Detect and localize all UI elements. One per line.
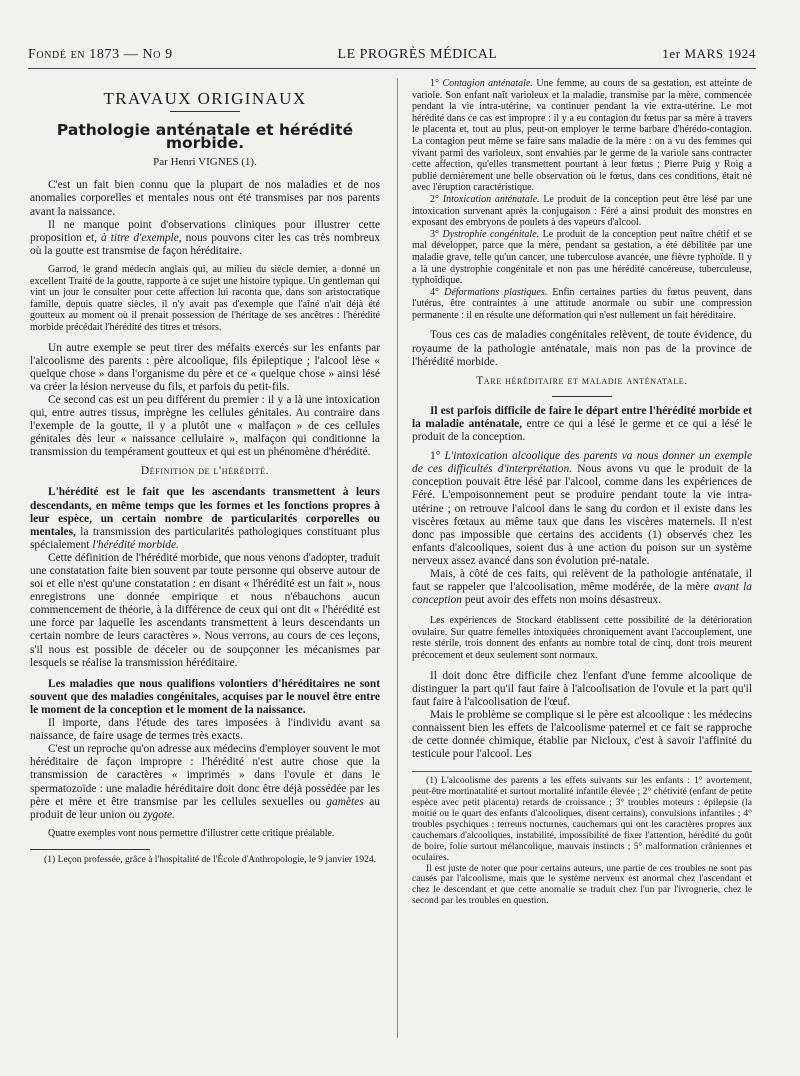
text-run: peut avoir des effets non moins désastreux. [461,594,662,607]
subsection-title: Tare héréditaire et maladie anténatale. [476,374,688,387]
text-run: Il ne manque point d'observations cliniques pour illustrer cette proposition et, [30,218,380,244]
case-intoxication [412,194,752,229]
paragraph: Cette définition de l'hérédité morbide, que nous venons d'adopter, traduit une constatation faite bien souvent par toute personne qui observe autour de soi et elle n'est qu'une constatation : en disant « l'hérédité est un fait », nous enregistrons une donnée empirique et nous n'ébauchons aucun commencement de théorie, à la différence de ceux qui ont dit « l'hérédité est une force par laquelle les ascendants transmettent à leurs descendants un certain nombre de leurs caractères ». Nous verrons, au cours de ces leçons, s'il nous est possible de déceler ou de soupçonner les mécanismes par lesquels se réalise la transmission héréditaire. [30,551,380,669]
text-run: 4° [430,286,445,298]
paragraph [30,743,380,822]
column-divider [397,78,398,1038]
article-title: Pathologie anténatale et hérédité morbide. [56,121,354,153]
right-column [412,78,752,907]
text-run: C'est un reproche qu'on adresse aux médecins d'employer souvent le mot héréditaire de façon impropre : l'hérédité n'est autre chose que la transmission de caractères « imprimés » dans l'ovule et dans le spermatozoïde : une maladie héréditaire doit donc être déjà possédée par les père et mère et être transmise par les cellules sexuelles ou [30,743,380,808]
paragraph: Il importe, dans l'étude des tares imposées à l'individu avant sa naissance, de faire usage de termes très exacts. [30,717,380,743]
header-rule [28,68,756,69]
paragraph: Ce second cas est un peu différent du premier : il y a là une intoxication qui, entre autres tissus, imprègne les cellules génitales. Au contraire dans l'exemple de la goutte, il y a plutôt une « malfaçon » de ces cellules génitales dès leur « naissance cellulaire », malfaçon qui conditionne la transmission du tempérament goutteux et qui est un phénomène d'hérédité. [30,393,380,459]
paragraph: Un autre exemple se peut tirer des méfaits exercés sur les enfants par l'alcoolisme des parents : père alcoolique, fils épileptique ; l'alcool lèse « quelque chose » dans l'organisme du père et ce « quelque chose » ainsi lésé va créer la lésion nerveuse du fils, et parfois du petit-fils. [30,341,380,393]
text-run: Mais, à côté de ces faits, qui relèvent de la pathologie anténatale, il faut se rappeler que l'alcoolisation, même modérée, de la mère [412,567,752,594]
paragraph: Quatre exemples vont nous permettre d'illustrer cette critique préalable. [48,827,335,839]
text-run: au produit de leur union ou [30,795,380,821]
paragraph [412,405,752,444]
text-run: , nous pouvons citer les cas très nombreux où la goutte est transmise de façon héréditaire. [30,231,381,257]
italic-run: Dystrophie congénitale. [442,228,540,240]
bold-run: L'hérédité est le fait que les ascendants transmettent à leurs descendants, en même temps que les formes et les fonctions propres à leur espèce, un certain nombre de particularités corporelles ou mentales, [30,486,380,538]
footnote-block [412,771,752,907]
italic-run: avant la conception [412,581,752,607]
experiment-paragraph: Les expériences de Stockard établissent cette possibilité de la détérioration ovulaire. Sur quatre femelles intoxiquées chroniquement avant l'accouplement, une reste stérile, trois donnent des enfants au nombre total de cinq, dont trois meurent précocement et deux seulement sont normaux. [412,615,752,662]
text-run: Enfin certaines parties du fœtus peuvent, dans l'utérus, être contraintes à une attitude anormale ou subir une compression permanente : il en résulte une déformation qui n'est nullement un fait héréditaire. [412,286,752,321]
header-founded: Fondé en 1873 — No 9 [28,47,173,62]
subsection-rule [552,396,612,397]
header-journal-title: LE PROGRÈS MÉDICAL [337,47,498,62]
left-column [30,78,380,866]
bold-paragraph: Les maladies que nous qualifions volontiers d'héréditaires ne sont souvent que des maladies congénitales, acquises par le nouvel être entre le moment de la conception et le moment de la naissance. [30,677,380,716]
italic-run: l'hérédité morbide. [92,538,179,551]
bold-run: Il est parfois difficile de faire le départ entre l'hérédité morbide et la maladie anténatale, [412,404,752,430]
italic-run: gamètes [326,795,364,808]
case-contagion [412,78,752,194]
text-run: Le produit de la conception peut naître chétif et se mal développer, parce que la mère, pendant sa gestation, a été débilitée par une maladie grave, telle qu'un cancer, une tuberculose avancée, une fièvre typhoïde. Il y a là une dystrophie congénitale et non pas une hérédité cancéreuse, tuberculeuse, typhoïdique. [412,228,753,287]
text-run: entre ce qui a lésé le germe et ce qui a lésé le produit de la conception. [412,417,752,444]
paragraph: C'est un fait bien connu que la plupart de nos maladies et de nos anomalies corporelles et mentales nous ont été transmises par nos parents avant la naissance. [30,179,380,218]
paragraph [30,219,380,258]
italic-run: zygote. [142,808,175,821]
paragraph: Mais le problème se complique si le père est alcoolique : les médecins connaissent bien les effets de l'alcoolisme paternel et ce fait se rapproche de cette donnée chimique, établie par Nicloux, c'est à savoir l'affinité du testicule pour l'alcool. Les [412,708,752,761]
section-rule [170,111,240,112]
case-dystrophie [412,229,752,287]
text-run: Nous avons vu que le produit de la conception pouvait être lésé par l'alcool, comme dans les expériences de Féré. L'empoisonnement peut se produire pendant toute la vie intra-utérine ; on retrouve l'alcool dans le sang du cordon et il existe dans les viscères fœtaux au même taux que dans les viscères maternels. Il n'est donc pas impossible que certains des accidents (1) observés chez les enfants d'alcooliques, soient dus à une action du poison sur un système nerveux assez avancé dans son évolution pré-natale. [412,463,752,567]
anecdote-paragraph: Garrod, le grand médecin anglais qui, au milieu du siècle dernier, a donné un excellent Traité de la goutte, rapporte à ce sujet une histoire typique. Un gentleman qui vint un jour le consulter pour cette affection lui raconta que, dans son aristocratique famille, depuis quatre siècles, il n'y avait pas d'exemple que l'aîné n'ait déjà été goutteux au moment où il prenait possession de l'héritage de ses ancêtres : l'hérédité morbide précédait l'hérédité des titres et trésors. [30,263,380,333]
case-deformations [412,287,752,322]
text-run: 3° [430,228,443,240]
text-run: la transmission des particularités pathologiques constituant plus spécialement [30,525,380,551]
italic-run: à titre d'exemple [101,231,179,244]
italic-run: Déformations plastiques. [444,286,548,298]
italic-run: L'intoxication alcoolique des parents va nous donner un exemple de ces difficultés d'interprétation. [412,450,752,476]
subsection-title: Définition de l'hérédité. [140,465,270,478]
paragraph [30,486,380,551]
header-date: 1er MARS 1924 [662,46,756,61]
text-run: 2° [430,193,443,205]
italic-run: Contagion anténatale. [442,78,533,89]
text-run: 1° [430,450,445,463]
text-run: Le produit de la conception peut être lésé par une intoxication survenant après la conjugaison : Féré a ainsi produit des monstres en exposant des embryons de poulets à des vapeurs d'alcool. [412,193,753,229]
footnote-rule [30,849,150,850]
italic-run: Intoxication anténatale. [442,193,540,205]
footnote-continuation: Il est juste de noter que pour certains auteurs, une partie de ces troubles ne sont pas causés par l'alcoolisme, mais que le système nerveux est anormal chez l'ascendant et chez le descendant et que cette anomalie se traduit chez l'un par l'ivrognerie, chez le second par les troubles en question. [412,862,752,907]
paragraph: Il doit donc être difficile chez l'enfant d'une femme alcoolique de distinguer la part qu'il faut faire à l'alcoolisation de l'ovule et la part qu'il faut faire à l'alcoolisation de l'œuf. [412,669,752,708]
text-run: Une femme, au cours de sa gestation, est atteinte de variole. Son enfant naît varioleux et la maladie, transmise par la mère, commencée pendant la vie intra-utérine, va continuer pendant la vie extra-utérine. Le mot hérédité dans ce cas est impropre : il y a eu contagion du fœtus par sa mère à travers le placenta et, tout au plus, peut-on employer le terme barbare d'hérédo-contagion. La contagion peut même se faire sans maladie de la mère : on a vu des femmes qui vivant parmi des varioleux, sont envahies par le germe de la variole sans contracter cette affection, qu'elles transmettent pourtant à leur fœtus ; Pierre Puig y Roig a publié dernièrement une belle observation où le fœtus, dans ces conditions, était né avec l'éruption caractéristique. [412,78,753,194]
footnote: (1) Leçon professée, grâce à l'hospitalité de l'École d'Anthropologie, le 9 janvier 1924. [44,854,377,866]
paragraph [412,450,752,568]
running-header [28,46,756,66]
text-run: 1° [430,78,443,89]
footnote: (1) L'alcoolisme des parents a les effets suivants sur les enfants : 1° avortement, peut-être mortinatalité et surtout mortalité infantile élevée ; 2° chétivité (enfant de petite espèce avec petit placenta) retards de croissance ; 3° troubles moteurs : épilepsie (la moitié ou le quart des enfants d'alcooliques, disent certains), convulsions infantiles ; 4° troubles psychiques : terreurs nocturnes, cauchemars qui ont les caractères propres aux cauchemars d'alcooliques, instabilité, impossibilité de fixer l'attention, hérédité du goût de boire, folie surtout mélancolique, mauvais instincts ; 5° malformation crâniennes et oculaires. [412,775,752,863]
section-title: TRAVAUX ORIGINAUX [103,89,307,108]
article-byline: Par Henri VIGNES (1). [153,156,257,169]
paragraph: Tous ces cas de maladies congénitales relèvent, de toute évidence, du royaume de la pathologie anténatale, mais non pas de la province de l'hérédité morbide. [412,329,752,368]
paragraph [412,568,752,607]
